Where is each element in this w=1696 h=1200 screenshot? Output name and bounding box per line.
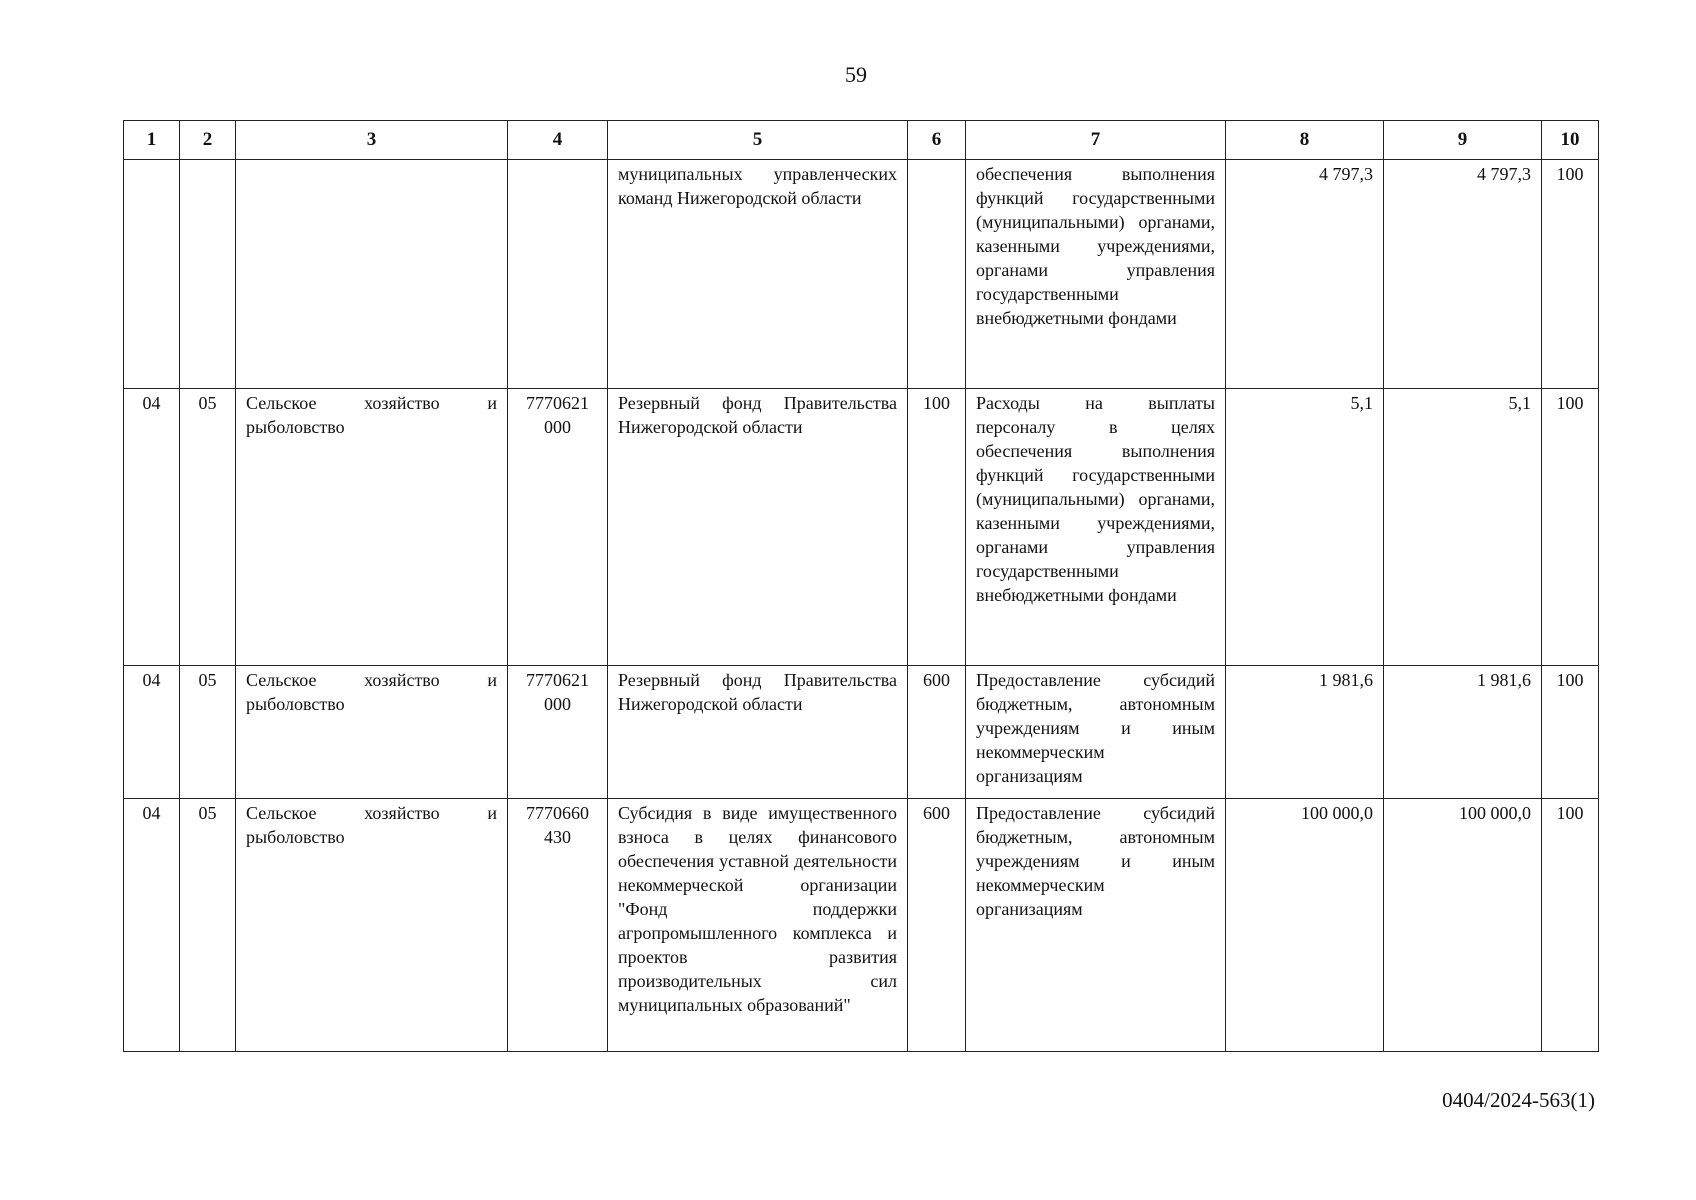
target-article-name-cell: Субсидия в виде имущественного взноса в целях финансового обеспечения уставной деятельности некоммерческой организации "Фонд поддержки агропромышленного комплекса и проектов развития производительных сил муниципальных образований"	[608, 799, 908, 1052]
table-row	[124, 389, 1599, 666]
percent-cell: 100	[1542, 799, 1599, 1052]
planned-amount-cell: 5,1	[1226, 389, 1384, 666]
planned-amount-cell: 100 000,0	[1226, 799, 1384, 1052]
section-name-cell: Сельское хозяйство и рыболовство	[236, 389, 508, 666]
subsection-cell: 05	[180, 389, 236, 666]
planned-amount-cell: 4 797,3	[1226, 160, 1384, 389]
column-header: 8	[1226, 121, 1384, 160]
column-header: 10	[1542, 121, 1599, 160]
column-header: 3	[236, 121, 508, 160]
target-article-name-cell: муниципальных управленческих команд Нижегородской области	[608, 160, 908, 389]
table-row	[124, 160, 1599, 389]
header-row	[124, 121, 1599, 160]
section-cell: 04	[124, 389, 180, 666]
section-name-cell: Сельское хозяйство и рыболовство	[236, 799, 508, 1052]
target-article-cell	[508, 160, 608, 389]
page-number: 59	[845, 62, 867, 87]
target-article-cell: 7770621 000	[508, 389, 608, 666]
percent-cell: 100	[1542, 666, 1599, 799]
section-name-cell: Сельское хозяйство и рыболовство	[236, 666, 508, 799]
expense-type-cell	[908, 160, 966, 389]
column-header: 4	[508, 121, 608, 160]
actual-amount-cell: 4 797,3	[1384, 160, 1542, 389]
column-header: 1	[124, 121, 180, 160]
expense-type-name-cell: обеспечения выполнения функций государственными (муниципальными) органами, казенными учреждениями, органами управления государственными внебюджетными фондами	[966, 160, 1226, 389]
expense-type-name-cell: Расходы на выплаты персоналу в целях обеспечения выполнения функций государственными (муниципальными) органами, казенными учреждениями, органами управления государственными внебюджетными фондами	[966, 389, 1226, 666]
column-header: 5	[608, 121, 908, 160]
column-header: 7	[966, 121, 1226, 160]
actual-amount-cell: 5,1	[1384, 389, 1542, 666]
target-article-cell: 7770621 000	[508, 666, 608, 799]
expense-type-cell: 100	[908, 389, 966, 666]
section-cell	[124, 160, 180, 389]
section-cell: 04	[124, 666, 180, 799]
subsection-cell	[180, 160, 236, 389]
section-cell: 04	[124, 799, 180, 1052]
percent-cell: 100	[1542, 160, 1599, 389]
expense-type-cell: 600	[908, 666, 966, 799]
expense-type-name-cell: Предоставление субсидий бюджетным, автономным учреждениям и иным некоммерческим организациям	[966, 799, 1226, 1052]
budget-table	[123, 120, 1599, 1052]
actual-amount-cell: 100 000,0	[1384, 799, 1542, 1052]
target-article-name-cell: Резервный фонд Правительства Нижегородской области	[608, 666, 908, 799]
table-row	[124, 666, 1599, 799]
planned-amount-cell: 1 981,6	[1226, 666, 1384, 799]
percent-cell: 100	[1542, 389, 1599, 666]
document-code: 0404/2024-563(1)	[1442, 1088, 1595, 1112]
subsection-cell: 05	[180, 799, 236, 1052]
subsection-cell: 05	[180, 666, 236, 799]
expense-type-cell: 600	[908, 799, 966, 1052]
column-header: 9	[1384, 121, 1542, 160]
column-header: 2	[180, 121, 236, 160]
column-header: 6	[908, 121, 966, 160]
target-article-name-cell: Резервный фонд Правительства Нижегородской области	[608, 389, 908, 666]
table-row	[124, 799, 1599, 1052]
actual-amount-cell: 1 981,6	[1384, 666, 1542, 799]
expense-type-name-cell: Предоставление субсидий бюджетным, автономным учреждениям и иным некоммерческим организациям	[966, 666, 1226, 799]
target-article-cell: 7770660 430	[508, 799, 608, 1052]
section-name-cell	[236, 160, 508, 389]
